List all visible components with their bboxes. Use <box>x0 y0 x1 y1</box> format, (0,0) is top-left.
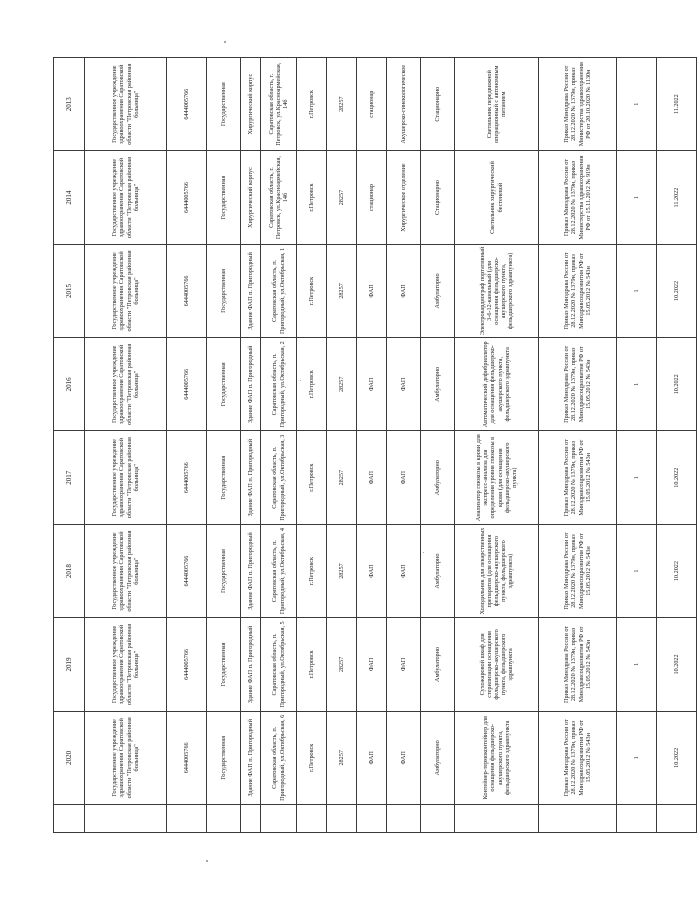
table-cell: г.Петровск <box>297 244 327 337</box>
table-cell: 6444005766 <box>167 244 207 337</box>
year-header-cell: 2014 <box>54 151 85 244</box>
table-cell: Саратовская область, п. Пригородный, ул.Октябрьская, 1 <box>261 244 297 337</box>
table-cell: стационар <box>357 58 387 151</box>
table-cell: Приказ Минздрава России от 28.12.2020 № 1379н, приказ Минздравсоцразвития РФ от 15.05.2012 № 543н <box>539 244 617 337</box>
table-cell: Здание ФАП п. Пригородный <box>241 244 261 337</box>
scan-speck <box>423 552 424 553</box>
table-cell: Амбулаторно <box>421 338 455 431</box>
table-cell: ФАП <box>387 338 421 431</box>
table-cell: 6444005766 <box>167 524 207 617</box>
table-cell: стационар <box>357 151 387 244</box>
table-cell: Приказ Минздрава России от 28.12.2020 № 1379н, приказ Министерства здравоохранения РФ от 20.10.2020 № 1130н <box>539 58 617 151</box>
table-cell: Светильник хирургический бестеневой <box>455 151 539 244</box>
table-cell: Здание ФАП п. Пригородный <box>241 711 261 804</box>
table-cell: ФАП <box>387 524 421 617</box>
table-cell: Холодильник для лекарственных препаратов (для оснащения фельдшерско-акушерского пункта, фельдшерского здравпункта) <box>455 524 539 617</box>
table-cell: 11.2022 <box>657 151 697 244</box>
table-row-postcode <box>327 58 357 833</box>
table-cell: 10.2022 <box>657 618 697 711</box>
table-cell: Государственная <box>207 244 241 337</box>
table-cell: 28257 <box>327 338 357 431</box>
table-cell: ФАП <box>387 711 421 804</box>
table-row-city <box>297 58 327 833</box>
row-lead-cell <box>657 805 697 833</box>
table-cell: Государственное учреждение здравоохранения Саратовской области "Петровская районная больница" <box>85 151 167 244</box>
row-lead-cell <box>617 805 657 833</box>
table-cell: Здание ФАП п. Пригородный <box>241 431 261 524</box>
table-cell: 1 <box>617 151 657 244</box>
table-cell: 10.2022 <box>657 711 697 804</box>
year-header-cell: 2013 <box>54 58 85 151</box>
table-cell: 1 <box>617 338 657 431</box>
table-row-basis <box>539 58 617 833</box>
table-cell: Государственное учреждение здравоохранения Саратовской области "Петровская районная больница" <box>85 711 167 804</box>
row-lead-cell <box>261 805 297 833</box>
table-cell: Государственная <box>207 58 241 151</box>
table-row-type <box>357 58 387 833</box>
table-cell: Автоматический дефибриллятор для оснащения фельдшерско-акушерского пункта, фельдшерского здравпункта <box>455 338 539 431</box>
table-cell: Хирургический корпус <box>241 151 261 244</box>
table-cell: Амбулаторно <box>421 524 455 617</box>
table-cell: 28257 <box>327 244 357 337</box>
table-cell: ФАП <box>357 338 387 431</box>
row-lead-cell <box>421 805 455 833</box>
table-cell: Саратовская область, п. Пригородный, ул.Октябрьская, 2 <box>261 338 297 431</box>
table-cell: 6444005766 <box>167 338 207 431</box>
row-lead-cell <box>85 805 167 833</box>
table-cell: г.Петровск <box>297 151 327 244</box>
table-row-date <box>657 58 697 833</box>
table-row-organization <box>85 58 167 833</box>
table-cell: Контейнер-термоконтейнер для оснащения фельдшерско-акушерского пункта, фельдшерского здравпункта <box>455 711 539 804</box>
table-cell: 6444005766 <box>167 711 207 804</box>
table-cell: 28257 <box>327 524 357 617</box>
table-cell: Государственная <box>207 618 241 711</box>
row-lead-cell <box>167 805 207 833</box>
table-cell: 1 <box>617 58 657 151</box>
table-cell: ФАП <box>387 244 421 337</box>
year-header-row <box>54 58 85 833</box>
table-cell: 1 <box>617 244 657 337</box>
table-cell: Приказ Минздрава России от 28.12.2020 № 1379н, приказ Министерства здравоохранения РФ от 15.11.2012 № 919н <box>539 151 617 244</box>
table-cell: г.Петровск <box>297 431 327 524</box>
table-cell: 6444005766 <box>167 58 207 151</box>
table-cell: Стационарно <box>421 151 455 244</box>
table-cell: 1 <box>617 524 657 617</box>
table-cell: 10.2022 <box>657 338 697 431</box>
table-cell: 28257 <box>327 711 357 804</box>
table-cell: Государственное учреждение здравоохранения Саратовской области "Петровская районная больница" <box>85 524 167 617</box>
table-cell: 6444005766 <box>167 618 207 711</box>
table-cell: Хирургическое отделение <box>387 151 421 244</box>
table-row-ownership <box>207 58 241 833</box>
table-cell: Государственная <box>207 151 241 244</box>
table-row-building <box>241 58 261 833</box>
table-cell: 6444005766 <box>167 431 207 524</box>
year-header-cell: 2020 <box>54 711 85 804</box>
table-cell: Здание ФАП п. Пригородный <box>241 618 261 711</box>
table-row-inn <box>167 58 207 833</box>
table-cell: г.Петровск <box>297 524 327 617</box>
table-cell: Электрокардиограф портативный 3-6-12-канальный (для оснащения фельдшерско-акушерского пункта, фельдшерского здравпункта) <box>455 244 539 337</box>
table-cell: ФАП <box>387 431 421 524</box>
table-cell: г.Петровск <box>297 711 327 804</box>
table-cell: 28257 <box>327 431 357 524</box>
table-row-quantity <box>617 58 657 833</box>
table-cell: Амбулаторно <box>421 711 455 804</box>
table-cell: Анализатор глюкозы в крови для экспресс-анализа для определения уровня глюкозы в крови (для оснащения фельдшерско-акушерского пункта) <box>455 431 539 524</box>
table-cell: Саратовская область, п. Пригородный, ул.Октябрьская, 4 <box>261 524 297 617</box>
year-header-cell: 2019 <box>54 618 85 711</box>
table-cell: 1 <box>617 431 657 524</box>
row-lead-cell <box>297 805 327 833</box>
table-row-care_form <box>421 58 455 833</box>
table-cell: Приказ Минздрава России от 28.12.2020 № 1379н, приказ Минздравсоцразвития РФ от 15.05.2012 № 543н <box>539 431 617 524</box>
table-cell: Государственное учреждение здравоохранения Саратовской области "Петровская районная больница" <box>85 618 167 711</box>
table-cell: 1 <box>617 618 657 711</box>
year-header-cell: 2017 <box>54 431 85 524</box>
table-cell: Саратовская область, п. Пригородный, ул.Октябрьская, 5 <box>261 618 297 711</box>
corner-cell <box>54 805 85 833</box>
table-cell: 28257 <box>327 618 357 711</box>
table-cell: ФАП <box>387 618 421 711</box>
scan-speck <box>206 860 208 862</box>
table-cell: Государственная <box>207 338 241 431</box>
table-container <box>53 58 680 833</box>
table-cell: ФАП <box>357 244 387 337</box>
table-cell: Государственное учреждение здравоохранения Саратовской области "Петровская районная больница" <box>85 58 167 151</box>
table-row-equipment <box>455 58 539 833</box>
table-cell: Саратовская область, г. Петровск, ул.Красноармейская, 14б <box>261 58 297 151</box>
table-cell: 6444005766 <box>167 151 207 244</box>
table-cell: Государственное учреждение здравоохранения Саратовской области "Петровская районная больница" <box>85 338 167 431</box>
table-cell: 10.2022 <box>657 244 697 337</box>
table-row-address <box>261 58 297 833</box>
table-cell: Амбулаторно <box>421 244 455 337</box>
table-cell: 28257 <box>327 58 357 151</box>
table-cell: ФАП <box>357 524 387 617</box>
scan-speck <box>300 380 301 381</box>
table-cell: Приказ Минздрава России от 28.12.2020 № 1379н, приказ Минздравсоцразвития РФ от 15.05.2012 № 543н <box>539 618 617 711</box>
row-lead-cell <box>387 805 421 833</box>
table-cell: Амбулаторно <box>421 431 455 524</box>
table-cell: Светильник передвижной операционный с автономным питанием <box>455 58 539 151</box>
table-cell: 10.2022 <box>657 524 697 617</box>
table-cell: Саратовская область, п. Пригородный, ул.Октябрьская, 6 <box>261 711 297 804</box>
table-cell: Государственная <box>207 431 241 524</box>
table-cell: Саратовская область, п. Пригородный, ул.Октябрьская, 3 <box>261 431 297 524</box>
table-cell: Саратовская область, г. Петровск, ул.Красноармейская, 14б <box>261 151 297 244</box>
table-cell: 28257 <box>327 151 357 244</box>
table-cell: Государственное учреждение здравоохранения Саратовской области "Петровская районная больница" <box>85 244 167 337</box>
table-cell: Амбулаторно <box>421 618 455 711</box>
table-cell: Хирургический корпус <box>241 58 261 151</box>
year-header-cell: 2016 <box>54 338 85 431</box>
equipment-table <box>53 57 697 833</box>
table-row-unit <box>387 58 421 833</box>
table-cell: ФАП <box>357 618 387 711</box>
year-header-cell: 2015 <box>54 244 85 337</box>
table-cell: Государственное учреждение здравоохранения Саратовской области "Петровская районная больница" <box>85 431 167 524</box>
table-cell: 11.2022 <box>657 58 697 151</box>
row-lead-cell <box>357 805 387 833</box>
table-cell: Здание ФАП п. Пригородный <box>241 338 261 431</box>
table-cell: Государственная <box>207 711 241 804</box>
table-cell: г.Петровск <box>297 338 327 431</box>
scan-speck <box>224 41 226 43</box>
table-cell: Приказ Минздрава России от 28.12.2020 № 1379н, приказ Минздравсоцразвития РФ от 15.05.2012 № 543н <box>539 338 617 431</box>
table-cell: ФАП <box>357 431 387 524</box>
year-header-cell: 2018 <box>54 524 85 617</box>
row-lead-cell <box>207 805 241 833</box>
row-lead-cell <box>539 805 617 833</box>
row-lead-cell <box>327 805 357 833</box>
table-cell: Приказ Минздрава России от 28.12.2020 № 1379н, приказ Минздравсоцразвития РФ от 15.05.2012 № 543н <box>539 711 617 804</box>
table-cell: Акушерско-гинекологическое <box>387 58 421 151</box>
table-cell: Государственная <box>207 524 241 617</box>
row-lead-cell <box>455 805 539 833</box>
table-cell: г.Петровск <box>297 58 327 151</box>
table-cell: Здание ФАП п. Пригородный <box>241 524 261 617</box>
row-lead-cell <box>241 805 261 833</box>
table-cell: 1 <box>617 711 657 804</box>
table-cell: г.Петровск <box>297 618 327 711</box>
table-cell: ФАП <box>357 711 387 804</box>
table-cell: Стационарно <box>421 58 455 151</box>
table-cell: Приказ Минздрава России от 28.12.2020 № 1379н, приказ Минздравсоцразвития РФ от 15.05.2012 № 543н <box>539 524 617 617</box>
table-cell: 10.2022 <box>657 431 697 524</box>
table-cell: Сухожаровой шкаф для стерилизации оснащения фельдшерско-акушерского пункта, фельдшерского здравпункта <box>455 618 539 711</box>
